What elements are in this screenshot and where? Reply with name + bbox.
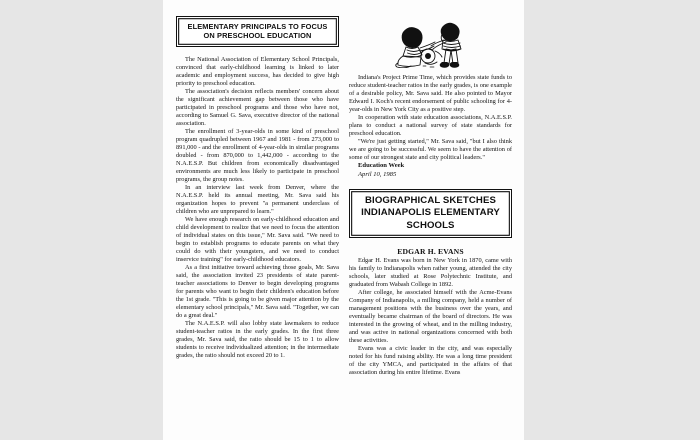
left-column [176,16,339,428]
article-paragraph: The enrollment of 3-year-olds in some kind of preschool program quadrupled between 1967 and 1981 - from 273,000 to 891,000 - and the enrollment of 4-year-olds in similar programs doubled - from 870,000 to 1,442,000 - according to the N.A.E.S.P. But children from economically disadvantaged environments are much less likely to participate in preschool programs, the group notes. [176,127,339,183]
bio-headline-line-2: INDIANAPOLIS ELEMENTARY [361,207,500,219]
right-column [349,16,512,428]
article-paragraph: Indiana's Project Prime Time, which provides state funds to reduce student-teacher ratios in the early grades, is one example of a desirable policy, Mr. Sava said. He also pointed to Mayor Edward I. Koch's recent endorsement of public schooling for 4-year-olds in New York City as a positive step. [349,74,512,113]
attribution-date: April 10, 1985 [358,170,397,178]
bio-headline-line-3: SCHOOLS [406,219,455,231]
children-playing-icon [373,16,485,68]
children-playing-illustration [349,16,512,68]
article-paragraph: In an interview last week from Denver, where the N.A.E.S.P. held its annual meeting, Mr. Sava said his organization hopes to prevent "a permanent underclass of children who are unprepared to learn." [176,183,339,215]
article-paragraph: The N.A.E.S.P. will also lobby state lawmakers to reduce student-teacher ratios in the early grades. In the first three grades, Mr. Sava said, the ratio should be 15 to 1 to allow students to receive individualized attention; in the intermediate grades, the ratio should not exceed 20 to 1. [176,319,339,359]
scanned-page [163,0,524,440]
two-column-layout [176,16,512,428]
attribution-source-name: Education Week [358,162,405,169]
attribution-source [349,162,512,171]
article-paragraph: We have enough research on early-childhood education and child development to realize that we need to focus the attention of individual states on this issue," Mr. Sava said. "We need to begin to establish programs to educate parents on what they could do with their youngsters, and we need to conduct inservice training" for early-childhood educators. [176,215,339,263]
bio-headline-line-1: BIOGRAPHICAL SKETCHES [365,195,496,207]
headline-box-biographical-sketches [349,189,512,238]
headline-line-2: ON PRESCHOOL EDUCATION [203,31,312,41]
article-paragraph: "We're just getting started," Mr. Sava said, "but I also think we are going to be successful. We seem to have the attention of some of our strongest state and city political leaders." [349,138,512,161]
bio-subject-name: EDGAR H. EVANS [397,246,464,256]
headline-box-elementary-principals [176,16,339,47]
headline-line-1: ELEMENTARY PRINCIPALS TO FOCUS [187,22,328,31]
page-content-area [176,16,512,428]
article-paragraph: The National Association of Elementary School Principals, convinced that early-childhood learning is linked to later academic and employment success, has decided to give high priority to preschool education. [176,55,339,87]
article-paragraph: The association's decision reflects members' concern about the significant achievement gap between those who have participated in preschool programs and those who have not, according to Samuel G. Sava, executive director of the national association. [176,87,339,127]
article-paragraph: As a first initiative toward achieving those goals, Mr. Sava said, the association invited 23 presidents of state parent-teacher associations to Denver to begin developing programs for parents who want to begin their children's education before the 1st grade. "This is going to be given major attention by the elementary school principals," Mr. Sava said. "Together, we can do a great deal." [176,263,339,319]
article-paragraph: After college, he associated himself with the Acme-Evans Company of Indianapolis, a milling company, held a number of management positions with the business over the years, and eventually became chairman of the board of directors. He was interested in the growing of wheat, and in the milling industry, and was active in national organizations concerned with both these activities. [349,288,512,344]
article-paragraph: Evans was a civic leader in the city, and was especially noted for his fund raising ability. He was a long time president of the city YMCA, and participated in the affairs of that association during his entire lifetime. Evans [349,344,512,376]
article-paragraph: In cooperation with state education associations, N.A.E.S.P. plans to conduct a national survey of state standards for preschool education. [349,114,512,137]
article-paragraph: Edgar H. Evans was born in New York in 1870, came with his family to Indianapolis when rather young, attended the city schools, later studied at Rose Polytechnic Institute, and graduated from Wabash College in 1892. [349,256,512,288]
attribution-date-line [349,171,512,180]
